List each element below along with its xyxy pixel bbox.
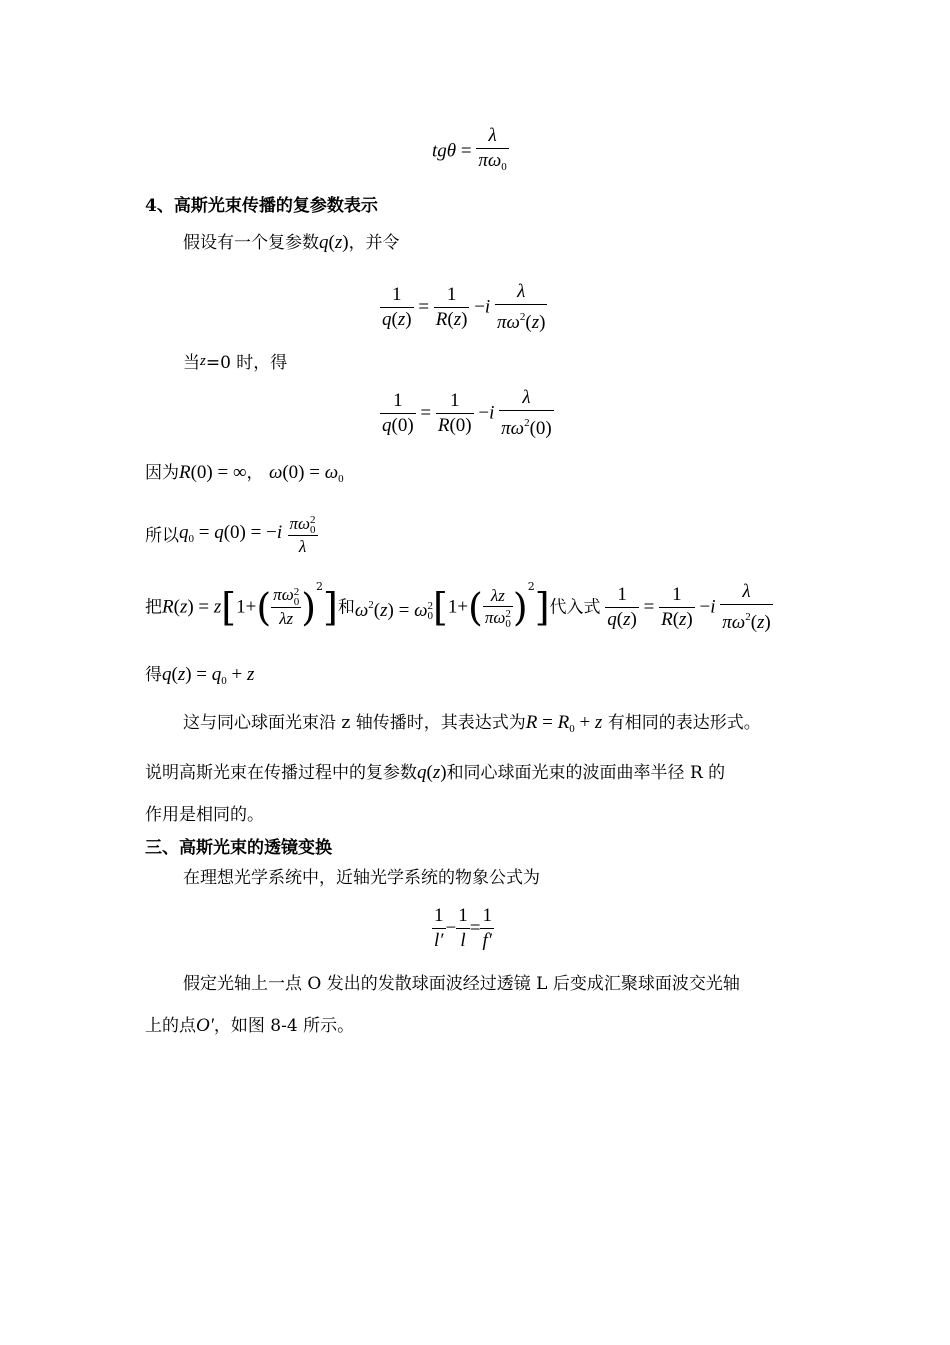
text-explain-a: 说明高斯光束在传播过程中的复参数 <box>145 763 417 783</box>
text-because: 因为 <box>145 463 179 483</box>
paragraph-assume: 假设有一个复参数q(z)，并令 <box>183 232 400 253</box>
paragraph-explain: 说明高斯光束在传播过程中的复参数q(z)和同心球面光束的波面曲率半径 R 的 <box>145 762 726 783</box>
text-put: 把 <box>145 597 162 618</box>
paragraph-get: 得$q(z) = q_0 + z$ <box>145 664 255 687</box>
text-when-b: =0 时，得 <box>205 353 288 373</box>
paragraph-assume-axis: 假定光轴上一点 O 发出的发散球面波经过透镜 L 后变成汇聚球面波交光轴 <box>183 974 740 994</box>
text-so: 所以 <box>145 526 179 547</box>
equation-lens: $\frac{1}{l'}$ − $\frac{1}{l}$ = $\frac{1}{f'}$ <box>434 905 492 951</box>
equation-q-zero: $\frac{1}{q(0)}$ = $\frac{1}{R(0)}$ −i $\frac{\lambda}{\pi\omega^2(0)}$ <box>382 387 552 439</box>
paragraph-when-z0: 当z=0 时，得 <box>183 353 288 373</box>
text-assume-a: 假设有一个复参数 <box>183 233 319 253</box>
paragraph-substitute: 把R(z) = z[1+( πω2 0 λz )$^2$]和$\omega^2(z) = \omega 2$ 0[1+( λz πω2 0 )$^2$]代入式 $\frac{1}{q(z)}$ = $\frac{1}{R(z)}$ −i $\frac{\lambda}{\pi\omega^2(z)}$ <box>145 580 771 634</box>
paragraph-compare: 这与同心球面光束沿 z 轴传播时，其表达式为$R = R_0 + z$ 有相同的表达形式。 <box>183 712 761 735</box>
text-into: 代入式 <box>549 597 601 618</box>
paragraph-ideal: 在理想光学系统中，近轴光学系统的物象公式为 <box>183 868 540 888</box>
text-assume-b: ，并令 <box>348 233 400 253</box>
paragraph-because: 因为R(0) = ∞， $\omega(0) = \omega_0$ <box>145 462 344 485</box>
paragraph-explain-cont: 作用是相同的。 <box>145 805 264 825</box>
text-explain-b: 和同心球面光束的波面曲率半径 R 的 <box>446 763 726 783</box>
section-heading-4: 4、高斯光束传播的复参数表示 <box>145 196 378 216</box>
text-because-sep: ， <box>246 463 264 483</box>
section-heading-3: 三、高斯光束的透镜变换 <box>145 838 332 858</box>
text-and: 和 <box>337 597 355 618</box>
paragraph-so: 所以$q_0 = q(0) = -i$ πω2 0 λ <box>145 514 316 557</box>
text-this: 这与同心球面光束沿 z 轴传播时，其表达式为 <box>183 713 526 733</box>
equation-tan-theta: tgθ = $\frac{\lambda}{\pi\omega_0}$ <box>432 125 507 173</box>
text-this-b: 有相同的表达形式。 <box>607 713 761 733</box>
text-when-a: 当 <box>183 353 200 373</box>
text-point-b: ，如图 8-4 所示。 <box>213 1016 355 1036</box>
text-point-a: 上的点 <box>145 1016 196 1036</box>
equation-q-definition: $\frac{1}{q(z)}$ = $\frac{1}{R(z)}$ −i $\frac{\lambda}{\pi\omega^2(z)}$ <box>382 281 546 333</box>
text-get: 得 <box>145 665 162 685</box>
paragraph-point: 上的点O′，如图 8-4 所示。 <box>145 1015 355 1036</box>
